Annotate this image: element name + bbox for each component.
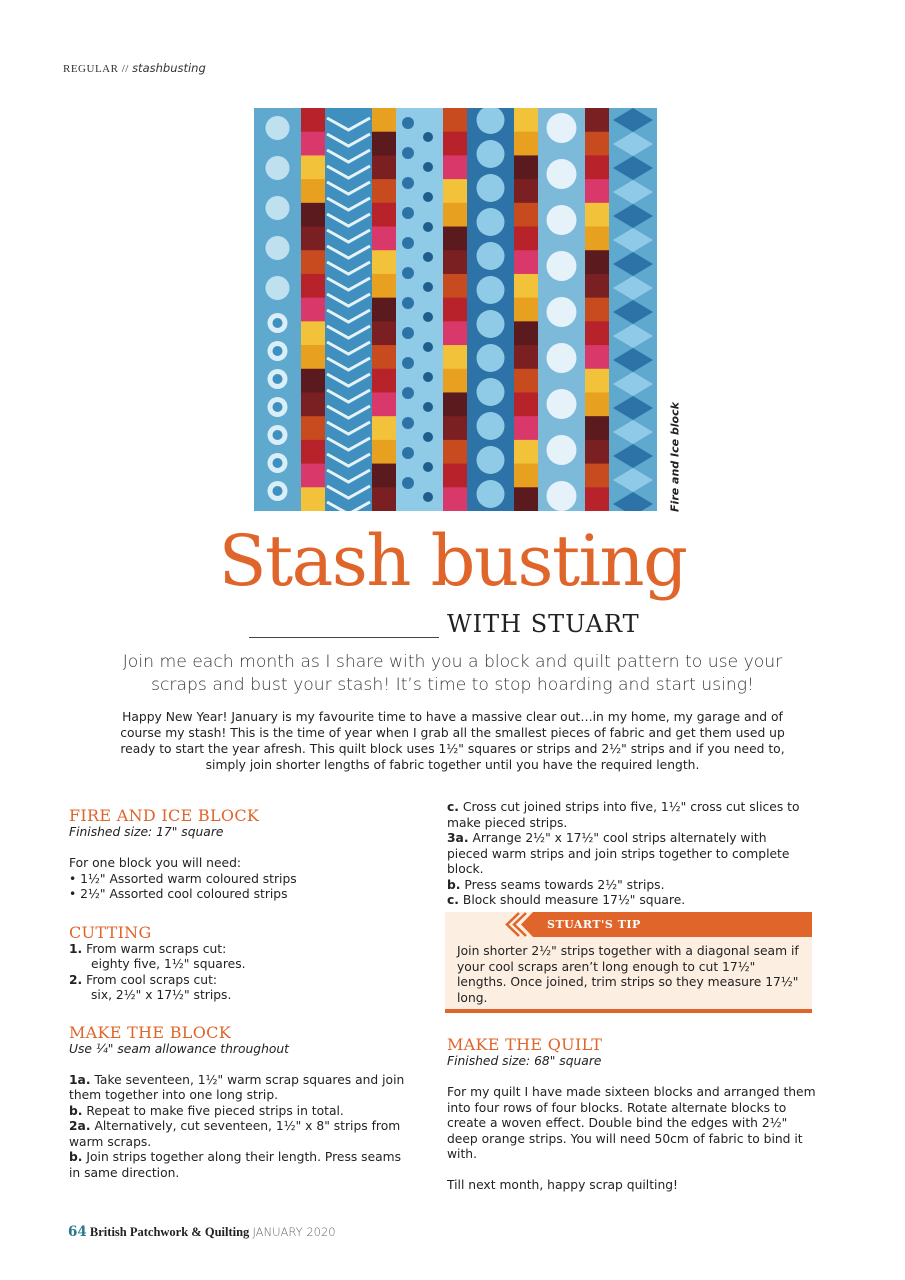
fabric-dot [273,402,283,412]
block-finished-size: Finished size: 17" square [69,825,224,839]
warm-square [514,487,538,511]
left-column [69,806,409,1181]
fabric-dot [266,156,290,180]
needs-item: • 1½" Assorted warm coloured strips [69,871,297,886]
standfirst: Join me each month as I share with you a block and quilt pattern to use your scraps and bust your stash! It’s time to stop hoarding and start using! [122,652,783,695]
quilt-finished-size: Finished size: 68" square [447,1054,602,1068]
make-block-step: 3a. Arrange 2½" x 17½" cool strips alternately with pieced warm strips and join strips together to complete block. [447,831,790,876]
warm-square [301,108,325,132]
fabric-dot [477,174,505,202]
fabric-dot [477,276,505,304]
make-block-step: b. Join strips together along their length. Press seams in same direction. [69,1150,402,1180]
warm-square [585,155,609,179]
page-number: 64 [68,1224,87,1240]
warm-square [301,298,325,322]
warm-square [372,250,396,274]
fabric-dot [477,446,505,474]
warm-square [514,179,538,203]
warm-square [372,464,396,488]
fabric-dot [402,207,414,219]
warm-square [372,132,396,156]
fabric-dot [402,117,414,129]
warm-square [372,321,396,345]
fabric-dot [423,462,433,472]
tip-header-bar [493,912,812,937]
warm-square [443,416,467,440]
fabric-dot [423,132,433,142]
warm-square [585,321,609,345]
warm-square [514,440,538,464]
warm-square [372,440,396,464]
fabric-dot [266,236,290,260]
right-column [447,800,807,909]
fabric-dot [547,435,577,465]
fabric-dot [402,267,414,279]
warm-square [301,227,325,251]
article-subtitle: WITH STUART [447,610,640,638]
fabric-dot [273,458,283,468]
make-block-step: c. Cross cut joined strips into five, 1½" cross cut slices to make pieced strips. [447,800,800,830]
warm-square [372,227,396,251]
warm-square [301,132,325,156]
warm-square [585,369,609,393]
warm-square [443,369,467,393]
fabric-dot [477,140,505,168]
warm-square [443,250,467,274]
fabric-dot [547,205,577,235]
warm-square [443,155,467,179]
make-quilt-text: For my quilt I have made sixteen blocks and arranged them into four rows of four blocks. Rotate alternate blocks to create a woven effect. Double bind the edges with 2½" deep orange strips. You will need 50cm of fabric to bind it with. [447,1085,816,1161]
warm-square [443,392,467,416]
make-block-step: c. Block should measure 17½" square. [447,893,686,907]
stuarts-tip-box [445,912,812,1013]
warm-square [443,227,467,251]
fabric-dot [477,242,505,270]
fabric-dot [423,252,433,262]
warm-square [514,416,538,440]
fabric-dot [423,342,433,352]
warm-square [514,155,538,179]
warm-square [585,416,609,440]
warm-square [301,321,325,345]
fabric-dot [402,237,414,249]
warm-square [514,132,538,156]
section-label: stashbusting [132,61,206,75]
warm-square [514,227,538,251]
warm-square [372,392,396,416]
warm-square [585,274,609,298]
warm-square [585,392,609,416]
cutting-step: 1. From warm scraps cut: [69,941,227,956]
warm-square [372,179,396,203]
warm-square [443,108,467,132]
warm-square [372,345,396,369]
warm-square [585,108,609,132]
fabric-dot [273,486,283,496]
fabric-dot [423,312,433,322]
warm-square [514,321,538,345]
warm-square [514,250,538,274]
warm-square [443,321,467,345]
chevron-arrows-icon [493,912,538,937]
photo-caption [668,403,682,511]
warm-square [301,487,325,511]
warm-square [585,227,609,251]
warm-square [585,440,609,464]
make-block-step: 2a. Alternatively, cut seventeen, 1½" x 8" strips from warm scraps. [69,1119,401,1149]
warm-square [372,274,396,298]
issue-date: JANUARY 2020 [252,1225,336,1239]
warm-square [443,203,467,227]
warm-square [301,203,325,227]
warm-square [301,250,325,274]
cutting-step: 2. From cool scraps cut: [69,972,218,987]
fabric-dot [273,430,283,440]
fabric-dot [273,374,283,384]
warm-square [585,132,609,156]
fabric-dot [423,162,433,172]
fabric-dot [423,402,433,412]
fabric-dot [402,417,414,429]
warm-square [372,298,396,322]
warm-square [372,487,396,511]
fabric-dot [477,412,505,440]
warm-square [585,487,609,511]
warm-square [301,179,325,203]
warm-square [301,345,325,369]
warm-square [585,298,609,322]
needs-item: • 2½" Assorted cool coloured strips [69,887,288,901]
fabric-dot [423,222,433,232]
fabric-dot [477,344,505,372]
fabric-dot [423,192,433,202]
fabric-dot [547,251,577,281]
warm-square [443,132,467,156]
cutting-step-detail: six, 2½" x 17½" strips. [91,988,232,1002]
warm-square [372,416,396,440]
fabric-dot [266,196,290,220]
warm-square [301,274,325,298]
fabric-dot [547,481,577,511]
warm-square [301,369,325,393]
warm-square [372,155,396,179]
fabric-dot [402,147,414,159]
fabric-dot [402,327,414,339]
fabric-dot [402,477,414,489]
warm-square [443,464,467,488]
tip-text: Join shorter 2½" strips together with a diagonal seam if your cool scraps aren’t long enough to cut 17½" lengths. Once joined, trim strips so they measure 17½" long. [457,944,799,1005]
article-title: Stash busting [218,520,687,602]
block-heading: FIRE AND ICE BLOCK [69,806,260,825]
cutting-step-detail: eighty five, 1½" squares. [91,957,246,971]
warm-square [514,298,538,322]
fabric-dot [547,159,577,189]
warm-square [372,369,396,393]
warm-square [443,179,467,203]
make-block-step: b. Repeat to make five pieced strips in total. [69,1103,344,1118]
fabric-dot [402,387,414,399]
intro-paragraph: Happy New Year! January is my favourite time to have a massive clear out…in my home, my garage and of course my stash! This is the time of year when I grab all the smallest pieces of fabric and get them used up ready to start the year afresh. This quilt block uses 1½" squares or strips and 2½" strips and if you need to, simply join shorter lengths of fabric together until you have the required length. [120,710,785,772]
warm-square [585,179,609,203]
warm-square [443,440,467,464]
fabric-dot [266,116,290,140]
cutting-heading: CUTTING [69,922,152,942]
photo-caption-text: Fire and Ice block [668,402,682,512]
warm-square [372,108,396,132]
make-block-note: Use ¼" seam allowance throughout [69,1041,289,1056]
fabric-dot [477,378,505,406]
running-head [63,61,206,75]
fabric-dot [547,113,577,143]
make-quilt-heading: MAKE THE QUILT [447,1035,603,1054]
fabric-dot [477,480,505,508]
fabric-dot [477,208,505,236]
warm-square [514,345,538,369]
quilt-block-photo [254,108,657,511]
fabric-dot [402,177,414,189]
make-block-heading: MAKE THE BLOCK [69,1022,231,1042]
warm-square [443,487,467,511]
quilt-block-illustration [254,108,657,511]
warm-square [585,464,609,488]
fabric-dot [423,372,433,382]
fabric-dot [402,447,414,459]
warm-square [585,203,609,227]
sign-off: Till next month, happy scrap quilting! [447,1178,678,1192]
tip-label: STUART'S TIP [547,918,641,931]
fabric-dot [423,432,433,442]
fabric-dot [547,297,577,327]
warm-square [585,345,609,369]
fabric-dot [423,282,433,292]
warm-square [514,369,538,393]
warm-square [301,440,325,464]
warm-square [443,345,467,369]
fabric-dot [547,343,577,373]
category-label: REGULAR // [63,63,129,75]
warm-square [514,108,538,132]
warm-square [372,203,396,227]
fabric-dot [402,297,414,309]
warm-square [301,464,325,488]
warm-square [514,274,538,298]
fabric-dot [273,346,283,356]
fabric-dot [477,310,505,338]
warm-square [514,392,538,416]
fabric-dot [423,492,433,502]
make-quilt-section [447,1035,817,1194]
warm-square [301,155,325,179]
title-rule [249,637,439,638]
warm-square [301,416,325,440]
block-needs-intro: For one block you will need: [69,856,242,870]
warm-square [514,464,538,488]
warm-square [585,250,609,274]
fabric-dot [402,357,414,369]
warm-square [443,298,467,322]
warm-square [514,203,538,227]
make-block-step: 1a. Take seventeen, 1½" warm scrap squares and join them together into one long strip. [69,1072,405,1102]
fabric-dot [547,389,577,419]
warm-square [443,274,467,298]
magazine-name: British Patchwork & Quilting [89,1225,250,1239]
warm-square [301,392,325,416]
make-block-step: b. Press seams towards 2½" strips. [447,877,665,892]
fabric-dot [266,276,290,300]
page-footer [68,1224,336,1240]
fabric-dot [273,318,283,328]
